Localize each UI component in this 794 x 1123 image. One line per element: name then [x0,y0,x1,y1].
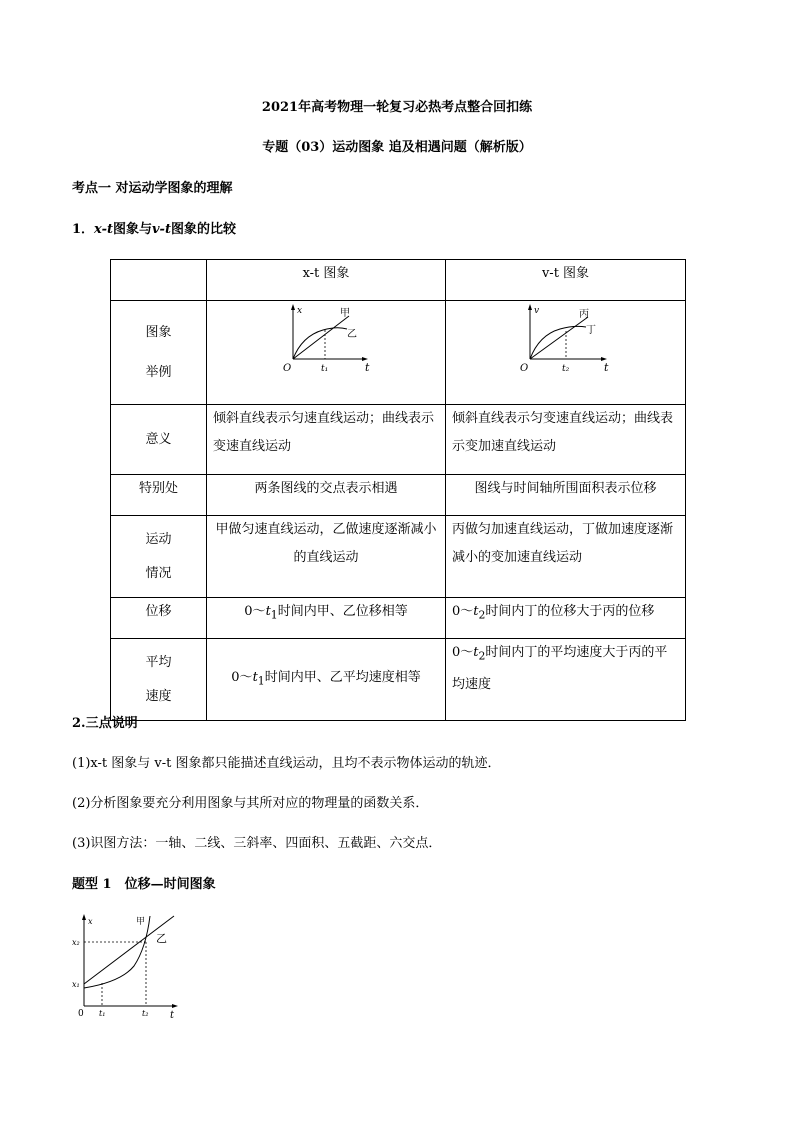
subheading-vt: v-t [152,222,171,237]
table-corner-cell [111,260,207,301]
row-label-line2: 举例 [145,364,172,380]
g3-xlabel: t [170,1010,175,1020]
point-3: (3)识图方法：一轴、二线、三斜率、四面积、五截距、六交点． [72,836,442,851]
xt-example-graph [207,301,446,393]
row-label-avg-velocity [111,639,207,721]
g3-label-yi: 乙 [156,932,167,945]
cell-meaning-xt: 倾斜直线表示匀速直线运动；曲线表示变速直线运动 [207,405,446,475]
subheading-xt: x-t [94,222,113,237]
time-symbol: t [252,669,258,685]
time-subscript: 2 [478,608,486,622]
table-row-displacement [111,598,686,639]
row-label-line2: 速度 [145,688,172,704]
xt-ylabel: x [297,306,303,316]
g3-line-yi [84,916,174,984]
cell-text: 时间内丁的位移大于丙的位移 [485,604,655,619]
cell-meaning-vt: 倾斜直线表示匀变速直线运动；曲线表示变加速直线运动 [446,405,686,475]
vt-line-bing [530,317,588,359]
xt-label-jia: 甲 [340,308,350,319]
section-heading-2: 2.三点说明 [72,716,138,731]
row-label-line1: 图象 [145,324,172,340]
question-type-heading: 题型 1 位移—时间图象 [72,877,216,892]
time-subscript: 2 [478,649,486,663]
table-header-row [111,260,686,301]
point-1: (1)x-t 图象与 v-t 图象都只能描述直线运动，且均不表示物体运动的轨迹． [72,756,501,771]
xt-label-yi: 乙 [347,329,357,340]
subheading-comparison [72,218,236,237]
xt-xlabel: t [365,361,370,374]
vt-graph-cell [446,301,686,405]
range-prefix: 0～ [452,645,474,660]
time-subscript: 1 [257,674,265,688]
g3-origin: 0 [78,1009,84,1019]
g3-x-arrow [172,1004,178,1008]
cell-text: 时间内丁的平均速度大于丙的平均速度 [452,645,668,692]
vt-y-arrow [528,304,532,310]
g3-tick-t2: t₂ [142,1009,149,1018]
row-label-graph [111,301,207,405]
cell-text: 时间内甲、乙位移相等 [277,604,408,619]
xt-line-jia [293,316,349,359]
row-label-line1: 运动 [145,531,172,547]
vt-curve-ding [530,326,586,359]
document-subtitle: 专题（03）运动图象 追及相遇问题（解析版） [262,140,532,155]
table-row-avg-velocity [111,639,686,721]
cell-text: 时间内甲、乙平均速度相等 [264,669,421,685]
xt-y-arrow [291,304,295,310]
g3-ylabel: x [88,917,93,926]
subheading-text-a: 图象与 [112,222,152,237]
g3-tick-t1: t₁ [99,1009,106,1018]
g3-tick-x2: x₂ [72,938,80,947]
row-label-meaning: 意义 [111,405,207,475]
table-row-special [111,475,686,516]
xt-tick-t1: t₁ [321,364,329,374]
cell-avg-velocity-vt [446,639,686,721]
xt-origin: O [283,363,292,374]
g3-y-arrow [82,914,86,920]
cell-motion-vt: 丙做匀加速直线运动，丁做加速度逐渐减小的变加速直线运动 [446,516,686,598]
cell-motion-xt: 甲做匀速直线运动，乙做速度逐渐减小的直线运动 [207,516,446,598]
cell-special-vt: 图线与时间轴所围面积表示位移 [446,475,686,516]
range-prefix: 0～ [452,604,474,619]
table-header-vt: v-t 图象 [446,260,686,301]
document-title: 2021年高考物理一轮复习必热考点整合回扣练 [261,100,533,115]
time-subscript: 1 [270,608,278,622]
vt-origin: O [520,363,529,374]
point-2: (2)分析图象要充分利用图象与其所对应的物理量的函数关系． [72,796,429,811]
row-label-special: 特别处 [111,475,207,516]
table-header-xt: x-t 图象 [207,260,446,301]
time-symbol: t [473,604,479,619]
vt-example-graph [446,301,686,393]
g3-label-jia: 甲 [136,917,146,927]
displacement-time-graph [66,908,186,1020]
xt-curve-yi [293,328,347,359]
row-label-motion [111,516,207,598]
table-row-graph [111,301,686,405]
vt-label-ding: 丁 [586,325,596,336]
time-symbol: t [473,645,479,660]
vt-label-bing: 丙 [579,309,589,320]
xt-graph-cell [207,301,446,405]
cell-displacement-xt [207,598,446,639]
cell-special-xt: 两条图线的交点表示相遇 [207,475,446,516]
vt-ylabel: v [534,306,540,316]
row-label-line1: 平均 [145,654,172,670]
g3-tick-x1: x₁ [72,980,80,989]
vt-tick-t2: t₂ [562,364,570,374]
vt-xlabel: t [604,361,609,374]
comparison-table [110,259,686,721]
row-label-displacement: 位移 [111,598,207,639]
time-symbol: t [265,604,271,619]
range-prefix: 0～ [244,604,266,619]
table-row-motion [111,516,686,598]
cell-displacement-vt [446,598,686,639]
section-heading-1: 考点一 对运动学图象的理解 [72,181,233,196]
subheading-number: 1． [72,222,95,237]
subheading-text-b: 图象的比较 [170,222,236,237]
table-row-meaning [111,405,686,475]
cell-avg-velocity-xt [207,639,446,721]
row-label-line2: 情况 [145,565,172,581]
range-prefix: 0～ [231,669,253,685]
